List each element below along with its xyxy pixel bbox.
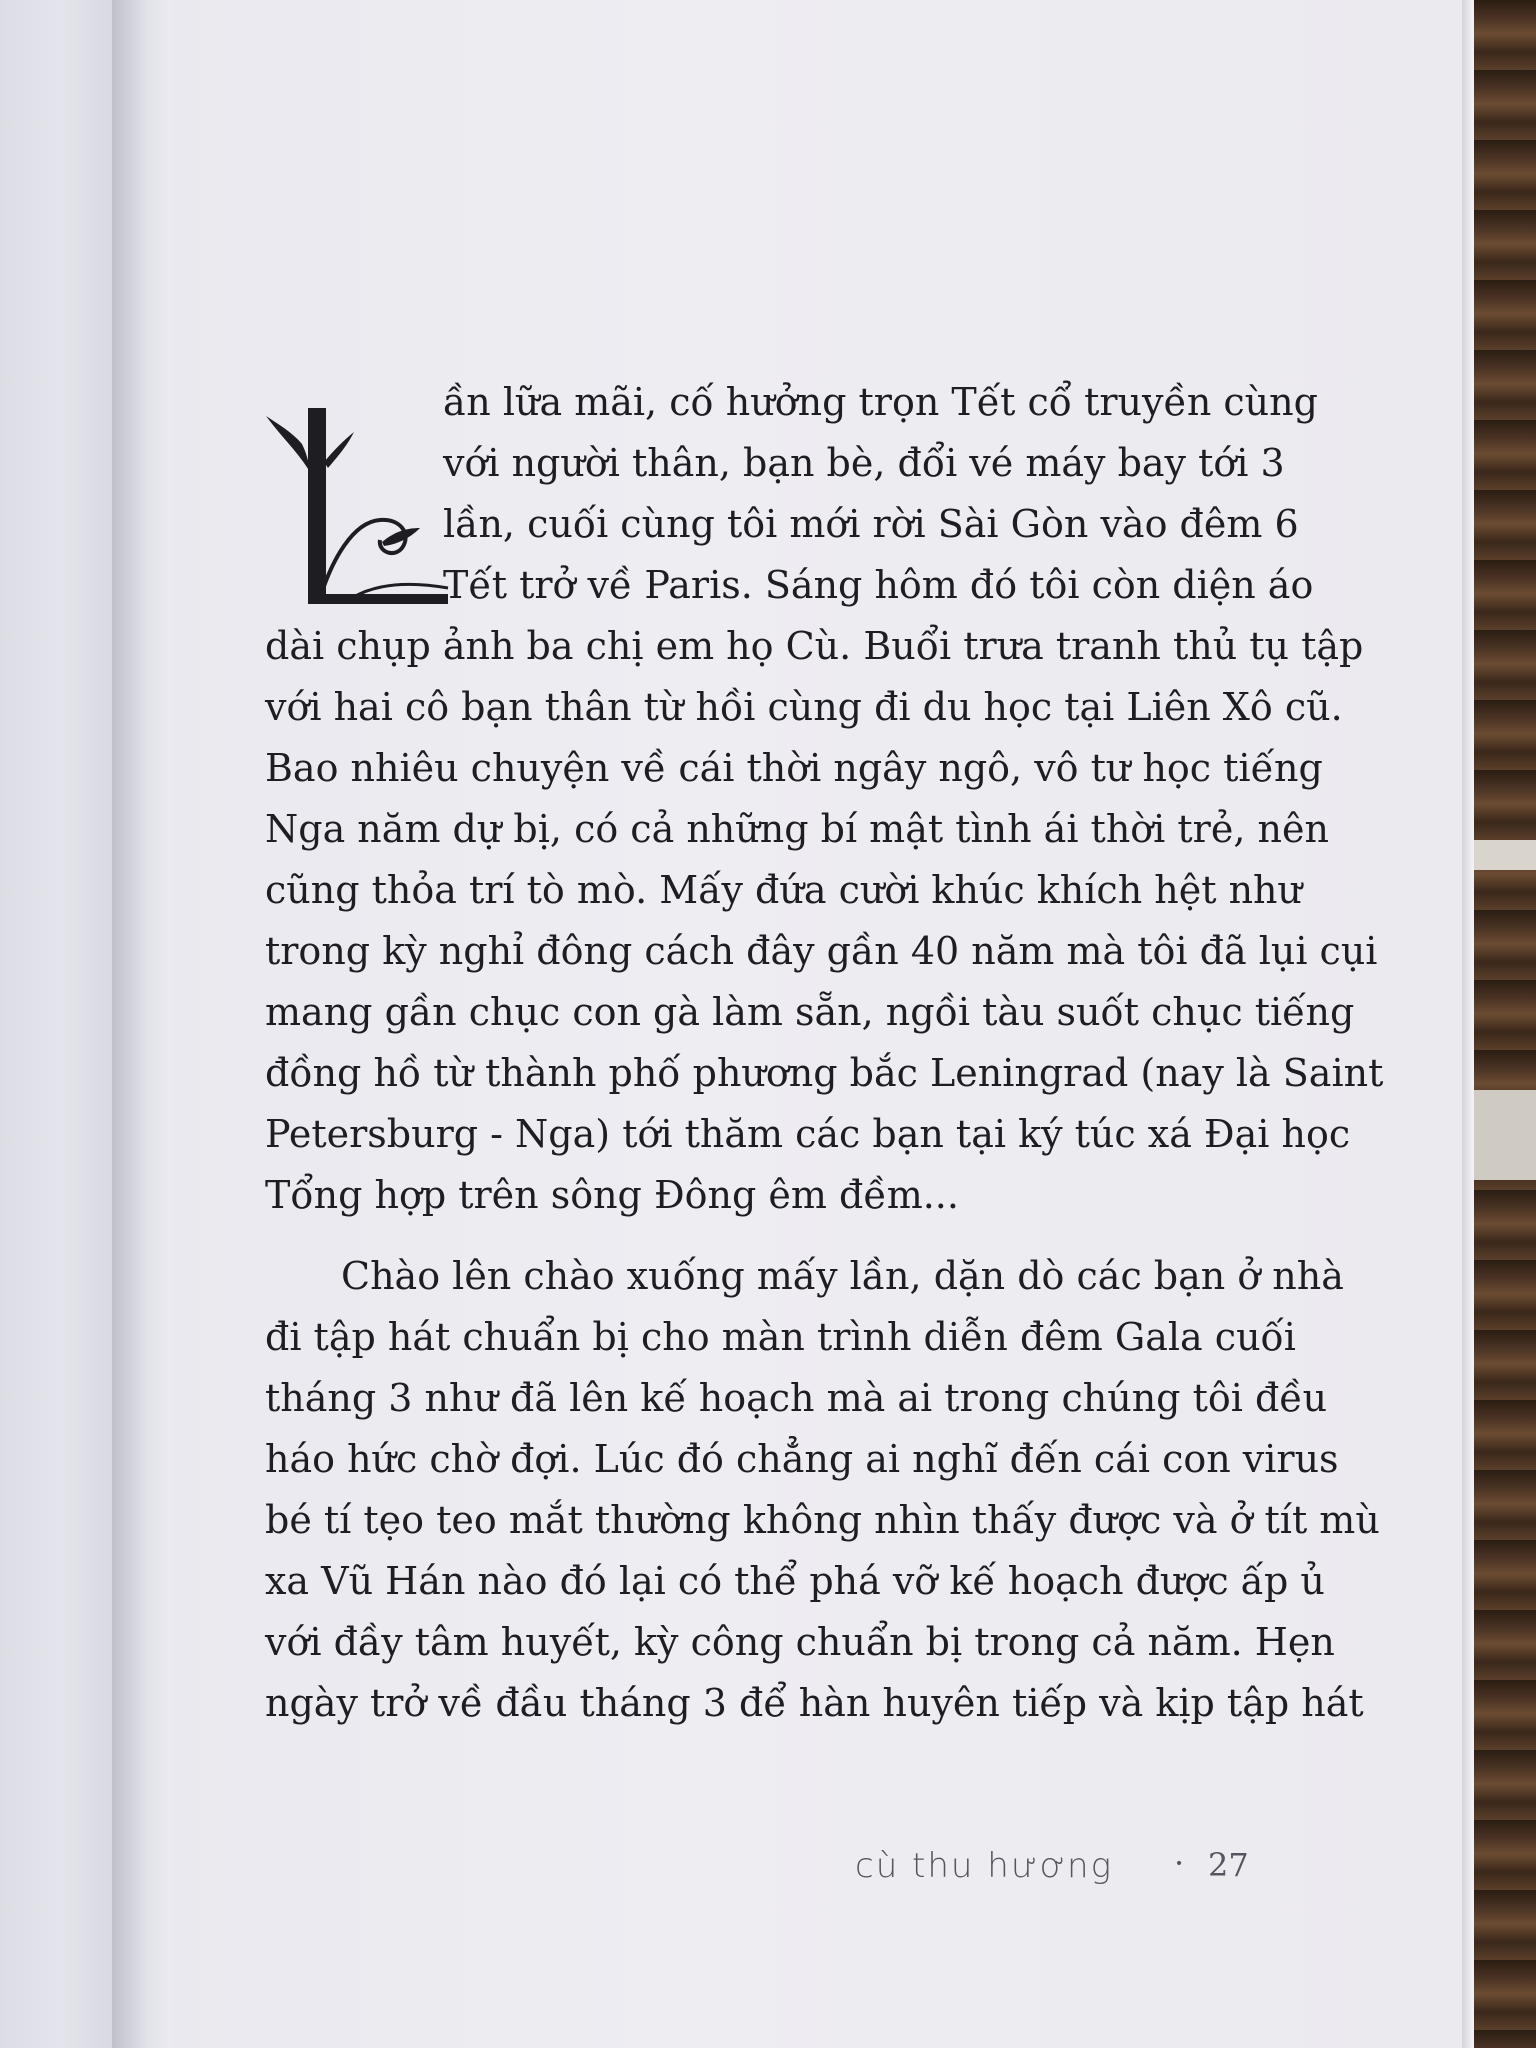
- page-number: 27: [1208, 1846, 1249, 1884]
- text-line: đồng hồ từ thành phố phương bắc Leningrad (nay là Saint: [265, 1051, 1384, 1095]
- text-line: dài chụp ảnh ba chị em họ Cù. Buổi trưa tranh thủ tụ tập: [265, 624, 1364, 668]
- text-line: Petersburg - Nga) tới thăm các bạn tại ký túc xá Đại học: [265, 1112, 1351, 1156]
- text-line: với đầy tâm huyết, kỳ công chuẩn bị trong cả năm. Hẹn: [265, 1620, 1335, 1664]
- text-line: bé tí tẹo teo mắt thường không nhìn thấy được và ở tít mù: [265, 1498, 1380, 1542]
- footer-separator: ·: [1174, 1844, 1185, 1882]
- facing-page-edge: [0, 0, 130, 2048]
- text-line: Nga năm dự bị, có cả những bí mật tình ái thời trẻ, nên: [265, 807, 1329, 851]
- text-line: mang gần chục con gà làm sẵn, ngồi tàu suốt chục tiếng: [265, 990, 1355, 1034]
- text-line: Chào lên chào xuống mấy lần, dặn dò các bạn ở nhà: [341, 1254, 1344, 1298]
- text-line: lần, cuối cùng tôi mới rời Sài Gòn vào đêm 6: [443, 502, 1299, 546]
- running-footer-author: cù thu hương: [855, 1846, 1113, 1886]
- text-line: xa Vũ Hán nào đó lại có thể phá vỡ kế hoạch được ấp ủ: [265, 1559, 1325, 1603]
- text-line: Tết trở về Paris. Sáng hôm đó tôi còn diện áo: [443, 563, 1314, 607]
- text-line: cũng thỏa trí tò mò. Mấy đứa cười khúc khích hệt như: [265, 868, 1302, 912]
- text-line: tháng 3 như đã lên kế hoạch mà ai trong chúng tôi đều: [265, 1376, 1328, 1420]
- spine-shadow: [112, 0, 172, 2048]
- text-line: Tổng hợp trên sông Đông êm đềm...: [265, 1173, 959, 1217]
- text-line: với người thân, bạn bè, đổi vé máy bay tới 3: [443, 441, 1285, 485]
- text-line: ần lữa mãi, cố hưởng trọn Tết cổ truyền cùng: [443, 380, 1318, 424]
- text-line: ngày trở về đầu tháng 3 để hàn huyên tiếp và kịp tập hát: [265, 1681, 1364, 1725]
- text-line: với hai cô bạn thân từ hồi cùng đi du học tại Liên Xô cũ.: [265, 685, 1343, 729]
- text-line: Bao nhiêu chuyện về cái thời ngây ngô, vô tư học tiếng: [265, 746, 1323, 790]
- page-edge: [1462, 0, 1474, 2048]
- text-line: trong kỳ nghỉ đông cách đây gần 40 năm mà tôi đã lụi cụi: [265, 929, 1378, 973]
- text-line: háo hức chờ đợi. Lúc đó chẳng ai nghĩ đến cái con virus: [265, 1437, 1339, 1481]
- drop-cap-letter: L: [262, 402, 263, 403]
- drop-cap-l-ornament: [262, 402, 452, 608]
- text-line: đi tập hát chuẩn bị cho màn trình diễn đêm Gala cuối: [265, 1315, 1296, 1359]
